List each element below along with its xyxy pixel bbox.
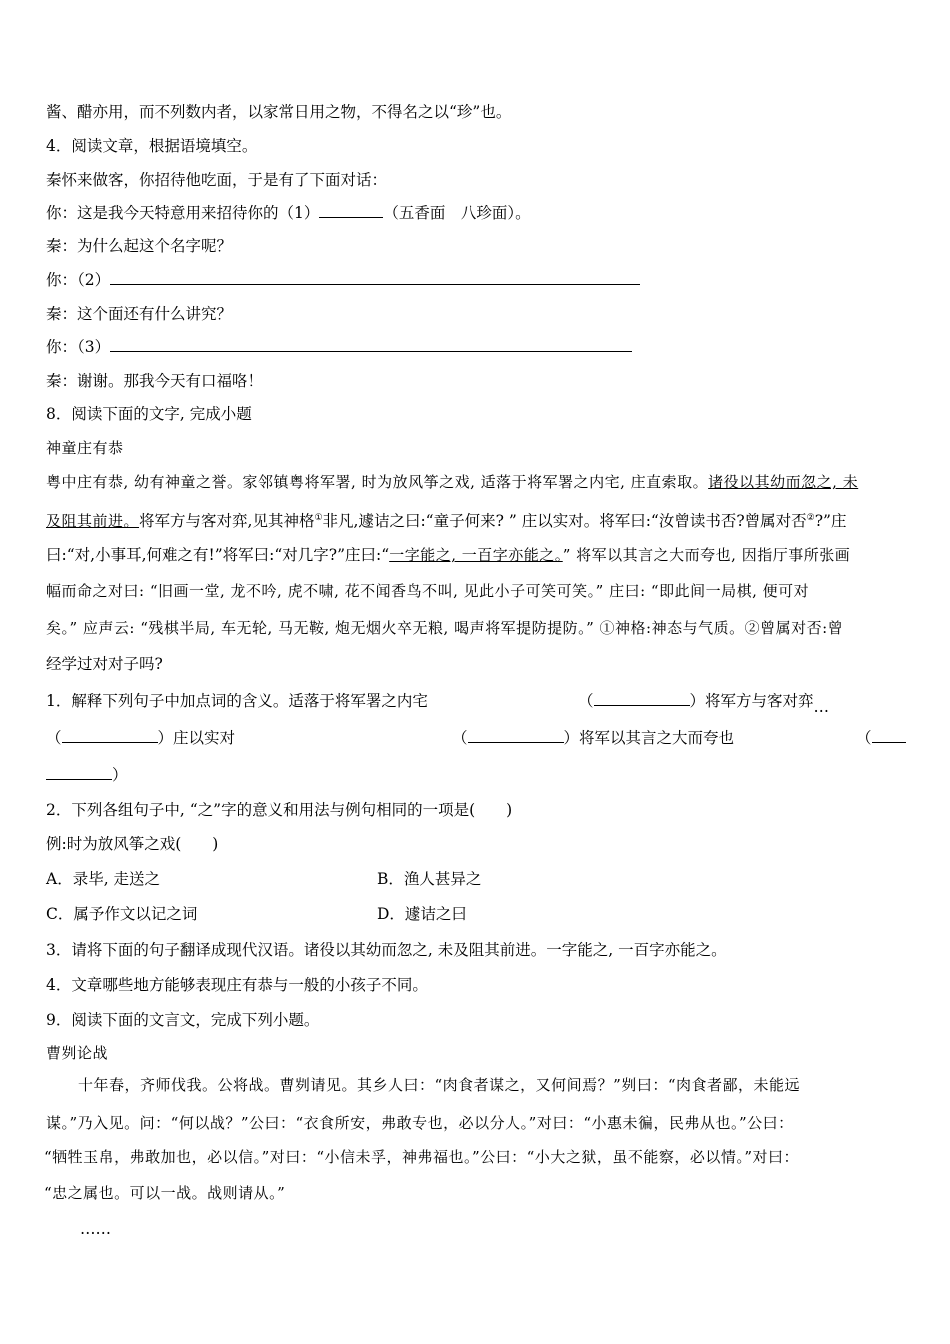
option-c[interactable]: C．属予作文以记之词: [46, 905, 198, 923]
footnote-mark: ②: [806, 513, 815, 523]
subquestion-2: 2．下列各组句子中, “之”字的意义和用法与例句相同的一项是( ): [46, 801, 513, 819]
text: ）将军以其言之大而夸也: [563, 729, 735, 747]
text: 非凡,遽诘之曰:“童子何来? ” 庄以实对。将军曰:“汝曾读书否?曾属对否: [322, 512, 807, 531]
text: （五香面 八珍面）。: [383, 204, 531, 222]
underlined-text: 及阻其前进。: [46, 512, 140, 531]
blank-group: [856, 728, 906, 748]
text: 粤中庄有恭, 幼有神童之誉。家邻镇粤将军署, 时为放风筝之戏, 适落于将军署之内宅, 庄直索取。: [46, 473, 709, 491]
answer-blank[interactable]: [594, 691, 690, 706]
text: 你：这是我今天特意用来招待你的（1）: [46, 204, 320, 222]
text: 曰:“对,小事耳,何难之有!”将军曰:“对几字?”庄曰:“: [46, 546, 390, 564]
text: （: [856, 729, 872, 747]
text: ?”庄: [814, 512, 847, 531]
passage-line: “忠之属也。可以一战。战则请从。”: [44, 1184, 286, 1202]
text: ）: [112, 766, 128, 784]
subquestion-3: 3．请将下面的句子翻译成现代汉语。诸役以其幼而忽之, 未及阻其前进。一字能之, 一百字亦能之。: [46, 941, 727, 959]
question-8: 8．阅读下面的文字, 完成小题: [46, 405, 252, 423]
passage-line: “牺牲玉帛，弗敢加也，必以信。”对曰：“小信未孚，神弗福也。”公曰：“小大之狱，虽不能察，必以情。”对曰：: [44, 1148, 800, 1166]
blank-group: [452, 728, 734, 748]
text: （: [452, 729, 468, 747]
option-d[interactable]: D．遽诘之曰: [377, 905, 467, 923]
text: ）庄以实对: [157, 729, 236, 747]
answer-blank[interactable]: [62, 728, 158, 743]
text-line: 酱、醋亦用，而不列数内者，以家常日用之物，不得名之以“珍”也。: [46, 103, 512, 121]
subquestion-1: 1．解释下列句子中加点词的含义。适落于将军署之内宅: [46, 692, 428, 710]
passage-line: 谋。”乃入见。问：“何以战？”公曰：“衣食所安，弗敢专也，必以分人。”对曰：“小惠未徧，民弗从也。”公曰：: [46, 1114, 794, 1132]
passage-line: 幅而命之对曰: “旧画一堂, 龙不吟, 虎不啸, 花不闻香鸟不叫, 见此小子可笑可笑。” 庄曰: “即此间一局棋, 便可对: [46, 582, 810, 600]
answer-blank-3[interactable]: [110, 337, 632, 352]
option-a[interactable]: A．录毕, 走送之: [46, 870, 161, 888]
answer-blank[interactable]: [46, 765, 112, 780]
answer-blank[interactable]: [468, 728, 564, 743]
question-4: 4．阅读文章，根据语境填空。: [46, 137, 258, 155]
dialogue-line: 秦：谢谢。那我今天有口福咯！: [46, 372, 264, 390]
subquestion-4: 4．文章哪些地方能够表现庄有恭与一般的小孩子不同。: [46, 976, 428, 994]
underlined-text: 一字能之, 一百字亦能之。: [389, 546, 563, 564]
text: ）将军方与客对弈: [689, 692, 814, 710]
text: ” 将军以其言之大而夸也, 因指厅事所张画: [562, 546, 851, 564]
passage-line: [46, 472, 858, 492]
dialogue-line: [46, 203, 531, 223]
passage-line: [46, 545, 850, 565]
dialogue-line: 秦：为什么起这个名字呢？: [46, 237, 233, 255]
dialogue-line: [46, 270, 640, 290]
question-9: 9．阅读下面的文言文，完成下列小题。: [46, 1011, 320, 1029]
blank-group: [46, 728, 235, 748]
text: 你：（2）: [46, 271, 111, 289]
blank-group: [578, 691, 830, 716]
answer-blank-1[interactable]: [319, 203, 383, 218]
text: （: [578, 692, 594, 710]
passage-line: 矣。” 应声云: “残棋半局, 车无轮, 马无鞍, 炮无烟火卒无粮, 喝声将军提防提防。” ①神格:神态与气质。②曾属对否:曾: [46, 619, 844, 637]
passage-line: 经学过对对子吗?: [46, 655, 163, 673]
answer-blank-2[interactable]: [110, 270, 640, 285]
text: …: [813, 698, 830, 716]
blank-group: [46, 765, 128, 785]
example-line: 例:时为放风筝之戏( ): [46, 835, 219, 853]
passage-title: 曹刿论战: [46, 1044, 109, 1062]
passage-line: [46, 508, 846, 531]
text: 你：（3）: [46, 338, 111, 356]
text: （: [46, 729, 62, 747]
passage-line: 十年春，齐师伐我。公将战。曹刿请见。其乡人曰：“肉食者谋之，又何间焉？”刿曰：“肉食者鄙，未能远: [78, 1076, 801, 1094]
ellipsis: ……: [80, 1220, 111, 1238]
dialogue-line: [46, 337, 632, 357]
option-b[interactable]: B．渔人甚异之: [377, 870, 482, 888]
dialogue-line: 秦：这个面还有什么讲究？: [46, 305, 233, 323]
underlined-text: 诸役以其幼而忽之, 未: [708, 473, 859, 491]
footnote-mark: ①: [314, 513, 323, 523]
passage-title: 神童庄有恭: [46, 439, 124, 457]
text-line: 秦怀来做客，你招待他吃面，于是有了下面对话：: [46, 171, 388, 189]
text: 将军方与客对弈,见其神格: [139, 512, 315, 531]
answer-blank[interactable]: [872, 728, 906, 743]
